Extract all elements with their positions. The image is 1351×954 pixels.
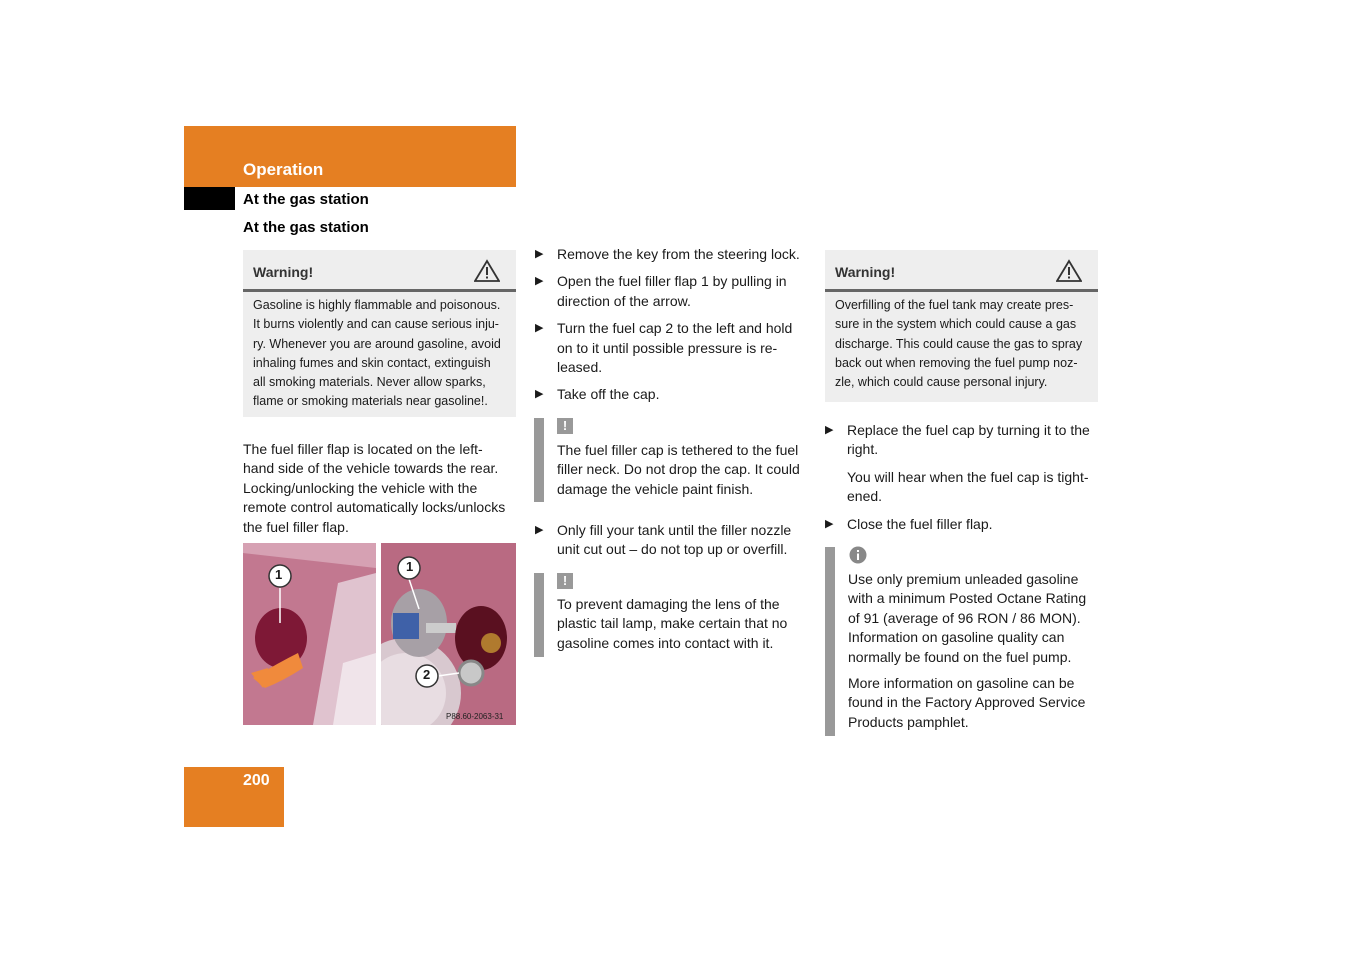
bullet-arrow-icon: ▶ (535, 322, 544, 335)
bullet-arrow-icon: ▶ (535, 275, 544, 288)
note-text-1: The fuel filler cap is tethered to the fuel filler neck. Do not drop the cap. It could damage the vehicle paint finish. (557, 442, 800, 497)
warning-triangle-icon (1056, 259, 1082, 283)
callout-1b-label: 1 (406, 559, 414, 574)
step-item: ▶ Open the fuel filler flap 1 by pulling in direction of the arrow. (535, 273, 787, 309)
section-marker (184, 187, 235, 210)
page-number: 200 (243, 772, 270, 789)
note-bar-2 (534, 573, 544, 657)
step-item: ▶ Take off the cap. (535, 385, 810, 404)
warning-header (825, 250, 1098, 292)
step-subtext: You will hear when the fuel cap is tight-ened. (847, 468, 1089, 505)
fuel-flap-image (243, 543, 376, 725)
warning-box-2 (825, 250, 1098, 402)
figure-code: P88.60-2063-31 (446, 712, 504, 721)
fuel-cap-image (381, 543, 516, 725)
section-tab (184, 126, 516, 187)
step-item: ▶ Replace the fuel cap by turning it to the right. You will hear when the fuel cap is tight-ened. ▶ Close the fuel filler flap. (825, 421, 1100, 534)
bullet-arrow-icon: ▶ (535, 524, 544, 536)
callout-2-label: 2 (423, 667, 431, 682)
step-item: ▶ Remove the key from the steering lock. (535, 245, 810, 264)
warning-header (243, 250, 516, 292)
warning-text: Gasoline is highly flammable and poisonous. It burns violently and can cause serious inju-ry. Whenever you are around gasoline, avoid inhaling fumes and skin contact, extinguish all smoking materials. Never allow sparks, flame or smoking materials near gasoline!. (243, 292, 516, 417)
exclamation-icon: ! (557, 573, 573, 589)
note-text-2: To prevent damaging the lens of the plastic tail lamp, make certain that no gasoline comes into contact with it. (557, 596, 788, 651)
intro-paragraph: The fuel filler flap is located on the left-hand side of the vehicle towards the rear. Locking/unlocking the vehicle with the remote control automatically locks/unlocks the fuel filler flap. (243, 441, 506, 535)
info-text-2: More information on gasoline can be found in the Factory Approved Service Products pamphlet. (848, 675, 1086, 730)
step-item: ▶ Turn the fuel cap 2 to the left and hold on to it until possible pressure is re-leased. (535, 320, 793, 376)
callout-1-label: 1 (275, 567, 283, 582)
bullet-arrow-icon: ▶ (535, 388, 544, 401)
step-item: ▶ Only fill your tank until the filler nozzle unit cut out – do not top up or overfill. (535, 522, 792, 558)
subsection-title: At the gas station (243, 191, 369, 208)
info-icon (849, 546, 867, 569)
page-heading: At the gas station (243, 219, 369, 236)
warning-label: Warning! (253, 264, 314, 280)
bullet-arrow-icon: ▶ (825, 517, 834, 530)
bullet-arrow-icon: ▶ (535, 248, 544, 260)
warning-box-1 (243, 250, 516, 417)
info-text-1: Use only premium unleaded gasoline with a minimum Posted Octane Rating of 91 (average of 96 RON / 86 MON). Information on gasoline quality can normally be found on the fuel pump. (848, 571, 1087, 665)
exclamation-icon: ! (557, 418, 573, 434)
section-title: Operation (243, 160, 324, 179)
warning-triangle-icon (474, 259, 500, 283)
steps-list-a (535, 245, 810, 405)
info-bar (825, 547, 835, 736)
warning-label: Warning! (835, 264, 896, 280)
warning-text: Overfilling of the fuel tank may create pres-sure in the system which could cause a gas discharge. This could cause the gas to spray back out when removing the fuel pump noz-zle, which could cause personal injury. (825, 292, 1098, 402)
note-bar-1 (534, 418, 544, 502)
bullet-arrow-icon: ▶ (825, 424, 834, 436)
